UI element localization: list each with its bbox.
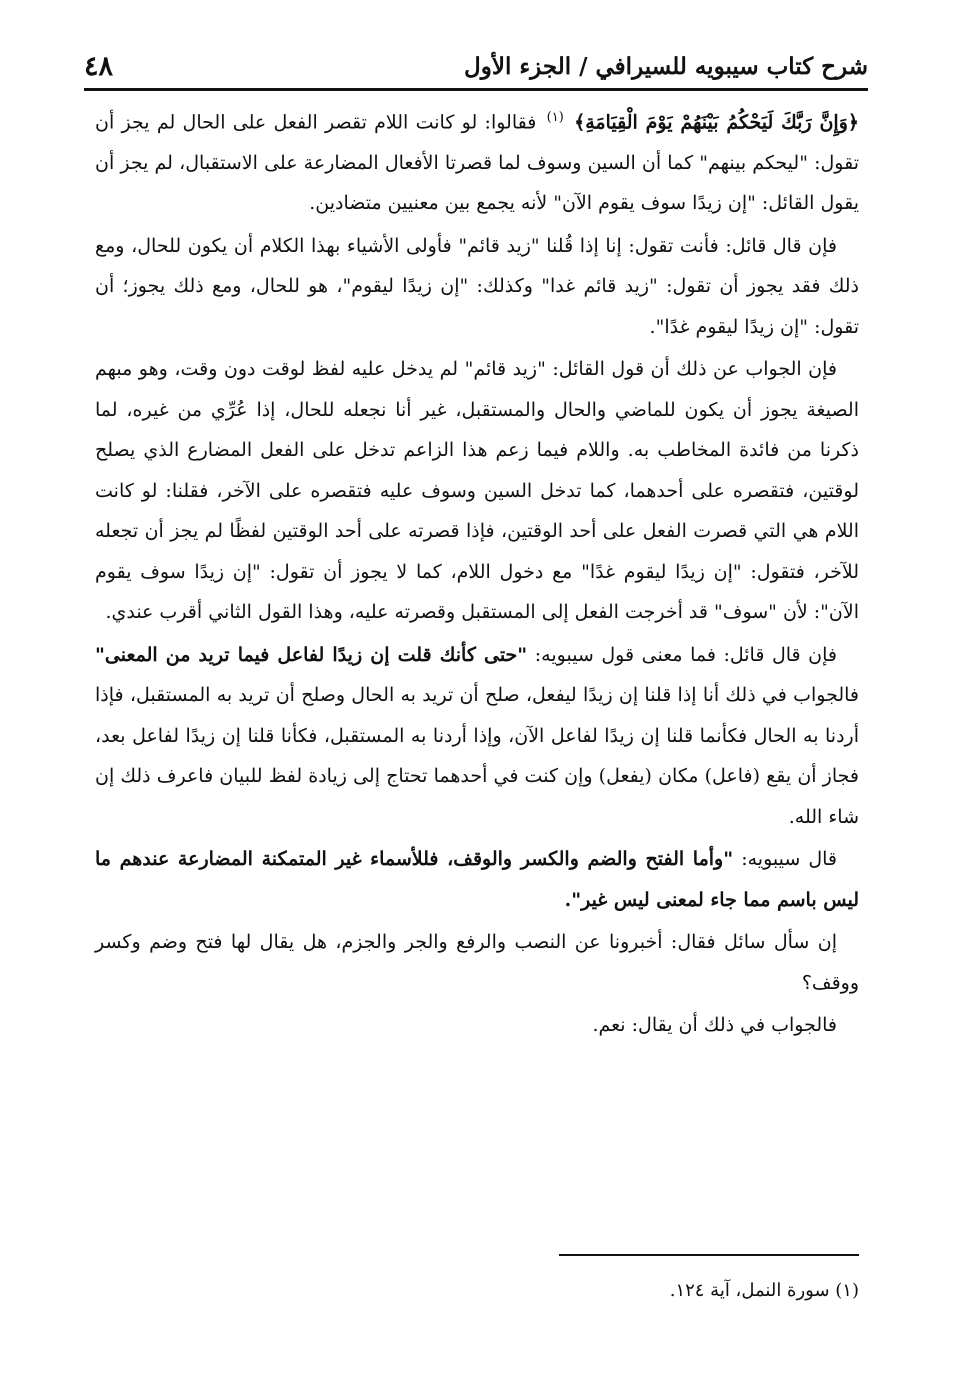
paragraph-1: [95, 98, 859, 224]
paragraph-4-text: فالجواب في ذلك أنا إذا قلنا إن زيدًا ليفعل، صلح أن تريد به الحال وصلح أن تريد به المستقبل، فإذا أردنا به الحال فكأنما قلنا إن زيدًا لفاعل الآن، وإذا أردنا به المستقبل، فكأنا قلنا إن زيدًا لفاعل بعد، فجاز أن يقع (فاعل) مكان (يفعل) وإن كنت في أحدهما تحتاج إلى زيادة لفظ للبيان فاعرف ذلك إن شاء الله.: [95, 684, 859, 828]
header-rule: [84, 88, 868, 91]
page-number: ٤٨: [84, 50, 114, 82]
running-title: شرح كتاب سيبويه للسيرافي / الجزء الأول: [464, 52, 868, 80]
page-header: [84, 46, 868, 86]
paragraph-5-lead: قال سيبويه:: [741, 848, 838, 871]
footnote: (١) سورة النمل، آية ١٢٤.: [669, 1280, 859, 1301]
sibawayh-quote-2: "وأما الفتح والضم والكسر والوقف، فللأسماء غير المتمكنة المضارعة عندهم ما ليس باسم مما جاء لمعنى ليس غير".: [95, 848, 859, 911]
footnote-rule: [559, 1254, 859, 1256]
quran-verse: ﴿وَإِنَّ رَبَّكَ لَيَحْكُمُ بَيْنَهُمْ يَوْمَ الْقِيَامَةِ﴾: [574, 111, 860, 134]
paragraph-4: [95, 635, 859, 838]
paragraph-7: فالجواب في ذلك أن يقال: نعم.: [592, 1014, 837, 1037]
paragraph-6: إن سأل سائل فقال: أخبرونا عن النصب والرفع والجر والجزم، هل يقال لها فتح وضم وكسر ووقف؟: [95, 931, 859, 994]
paragraph-2: فإن قال قائل: فأنت تقول: إنا إذا قُلنا "زيد قائم" فأولى الأشياء بهذا الكلام أن يكون للحال، ومع ذلك فقد يجوز أن تقول: "زيد قائم غدا" وكذلك: "إن زيدًا ليقوم"، هو للحال، ومع ذلك يجوز؛ أن تقول: "إن زيدًا ليقوم غدًا".: [95, 234, 859, 338]
main-text: [95, 98, 859, 1046]
paragraph-1-text: فقالوا: لو كانت اللام تقصر الفعل على الحال لم يجز أن تقول: "ليحكم بينهم" كما أن السين وسوف لما قصرتا الأفعال المضارعة على الاستقبال، لم يجز أن يقول القائل: "إن زيدًا سوف يقوم الآن" لأنه يجمع بين معنيين متضادين.: [95, 111, 859, 215]
sibawayh-quote: "حتى كأنك قلت إن زيدًا لفاعل فيما تريد من المعنى": [95, 643, 528, 666]
paragraph-4-lead: فإن قال قائل: فما معنى قول سيبويه:: [534, 643, 837, 666]
footnote-reference: (١): [546, 110, 564, 125]
paragraph-5: [95, 839, 859, 920]
paragraph-3: فإن الجواب عن ذلك أن قول القائل: "زيد قائم" لم يدخل عليه لفظ لوقت دون وقت، وهو مبهم الصيغة يجوز أن يكون للماضي والحال والمستقبل، غير أنا نجعله للحال، إذا عُرِّي من غيره، لما ذكرنا من فائدة المخاطب به. واللام فيما زعم هذا الزاعم تدخل على الفعل المضارع الذي يصلح لوقتين، فتقصره على أحدهما، كما تدخل السين وسوف عليه فتقصره على الآخر، فقلنا: لو كانت اللام هي التي قصرت الفعل على أحد الوقتين، فإذا قصرته على أحد الوقتين لفظًا لم يجز أن تجعله للآخر، فتقول: "إن زيدًا ليقوم غدًا" مع دخول اللام، كما لا يجوز أن تقول: "إن زيدًا سوف يقوم الآن": لأن "سوف" قد أخرجت الفعل إلى المستقبل وقصرته عليه، وهذا القول الثاني أقرب عندي.: [95, 358, 859, 624]
